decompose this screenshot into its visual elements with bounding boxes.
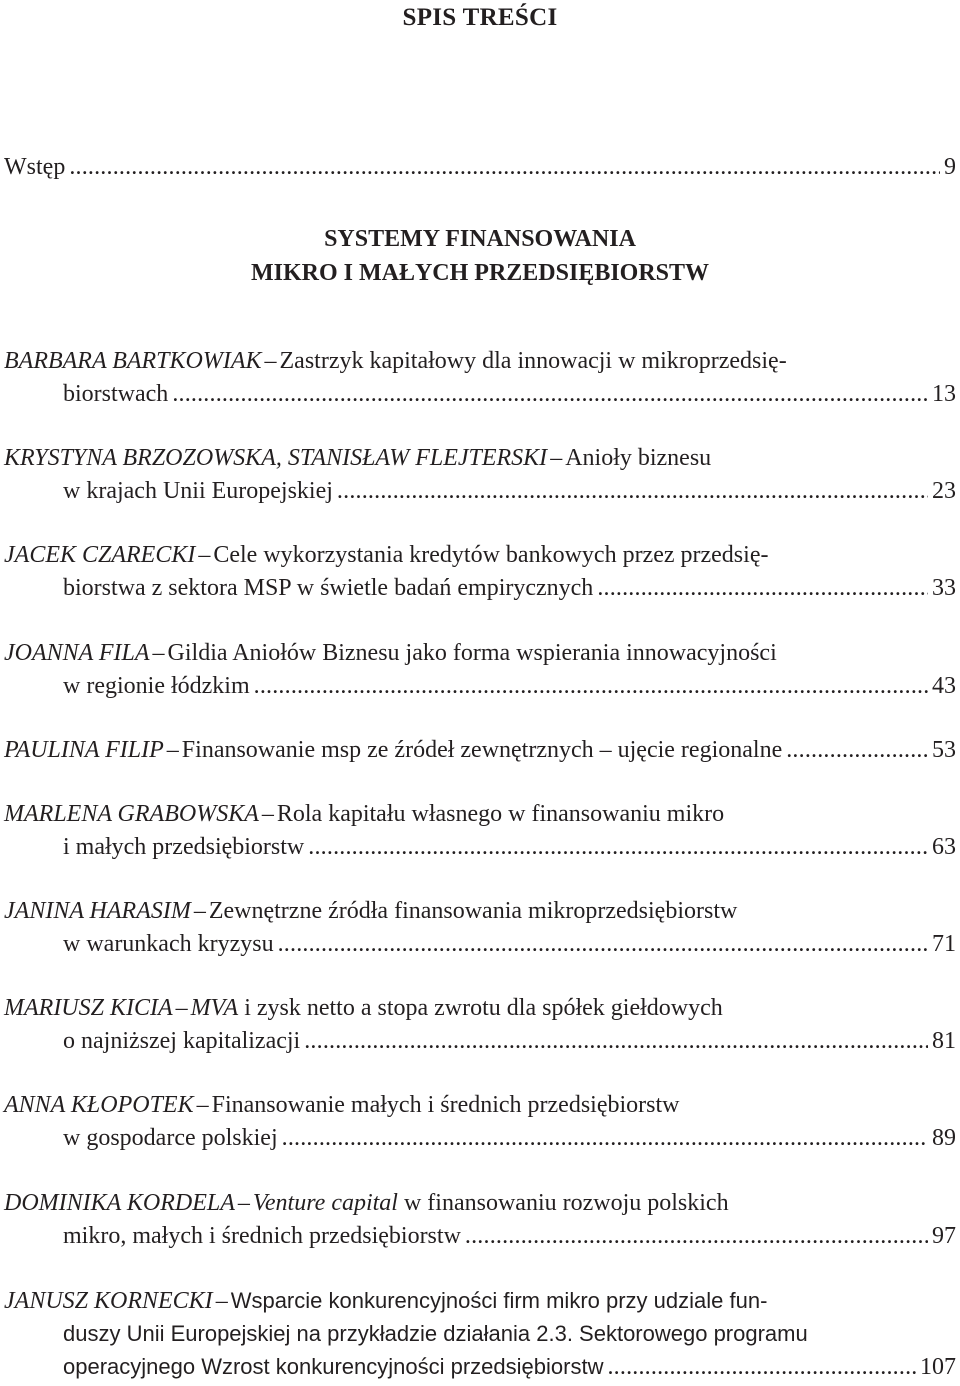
entry-title: i zysk netto a stopa zwrotu dla spółek giełdowych	[244, 995, 723, 1021]
entry-author: MARLENA GRABOWSKA	[4, 801, 259, 827]
section-heading-line2: MIKRO I MAŁYCH PRZEDSIĘBIORSTW	[250, 260, 710, 286]
entry-author: BARBARA BARTKOWIAK	[4, 348, 262, 374]
toc-entry-line[interactable]: JANINA HARASIM – Zewnętrzne źródła finansowania mikroprzedsiębiorstw	[4, 898, 738, 924]
entry-title: Wstęp	[4, 154, 66, 180]
entry-title: Zastrzyk kapitałowy dla innowacji w mikroprzedsię-	[279, 348, 787, 374]
page-number: 33	[932, 575, 956, 601]
leader-dots	[278, 927, 928, 961]
page-number: 23	[932, 478, 956, 504]
entry-author: ANNA KŁOPOTEK	[4, 1092, 194, 1118]
entry-title-cont: i małych przedsiębiorstw	[63, 834, 305, 860]
entry-author: MARIUSZ KICIA	[4, 995, 173, 1021]
leader-dots	[282, 1121, 928, 1155]
toc-entry-line[interactable]: MARIUSZ KICIA – MVA i zysk netto a stopa zwrotu dla spółek giełdowych	[4, 995, 723, 1021]
toc-entry-line[interactable]: BARBARA BARTKOWIAK – Zastrzyk kapitałowy dla innowacji w mikroprzedsię-	[4, 348, 787, 374]
entry-title: w finansowaniu rozwoju polskich	[403, 1190, 729, 1216]
entry-author: PAULINA FILIP	[4, 737, 164, 763]
entry-title: Anioły biznesu	[565, 445, 712, 471]
toc-entry-line[interactable]	[63, 1121, 956, 1155]
page-number: 63	[932, 834, 956, 860]
leader-dots	[69, 150, 940, 184]
entry-author: JANUSZ KORNECKI	[4, 1288, 213, 1314]
page-number: 53	[932, 737, 956, 763]
leader-dots	[304, 1024, 928, 1058]
entry-title-cont: w krajach Unii Europejskiej	[63, 478, 333, 504]
leader-dots	[254, 669, 928, 703]
toc-entry-line[interactable]	[63, 669, 956, 703]
toc-entry-line[interactable]	[63, 830, 956, 864]
toc-entry-line[interactable]: KRYSTYNA BRZOZOWSKA, STANISŁAW FLEJTERSKI – Anioły biznesu	[4, 445, 712, 471]
toc-entry-line[interactable]	[63, 1317, 956, 1351]
page-number: 107	[920, 1354, 956, 1380]
toc-entry-line[interactable]: JOANNA FILA – Gildia Aniołów Biznesu jako forma wspierania innowacyjności	[4, 640, 777, 666]
toc-entry-line[interactable]: PAULINA FILIP – Finansowanie msp ze źródeł zewnętrznych – ujęcie regionalne ..... 53	[4, 733, 956, 767]
entry-title-cont: w regionie łódzkim	[63, 673, 250, 699]
toc-entry-line[interactable]	[63, 1219, 956, 1253]
page-number: 9	[944, 154, 956, 180]
entry-title-italic: MVA	[190, 995, 239, 1021]
entry-author: KRYSTYNA BRZOZOWSKA, STANISŁAW FLEJTERSKI	[4, 445, 548, 471]
leader-dots	[337, 474, 928, 508]
page-number: 89	[932, 1125, 956, 1151]
page-title: SPIS TREŚCI	[402, 4, 558, 31]
entry-author: JOANNA FILA	[4, 640, 150, 666]
page-number: 71	[932, 931, 956, 957]
toc-entry-line[interactable]: JACEK CZARECKI – Cele wykorzystania kredytów bankowych przez przedsię-	[4, 542, 769, 568]
entry-title-cont: biorstwach	[63, 381, 169, 407]
leader-dots	[465, 1219, 928, 1253]
entry-title: Wsparcie konkurencyjności firm mikro przy udziale fun-	[230, 1288, 768, 1313]
toc-entry-intro[interactable]	[4, 150, 956, 184]
entry-title: Gildia Aniołów Biznesu jako forma wspierania innowacyjności	[167, 640, 777, 666]
entry-title: Finansowanie msp ze źródeł zewnętrznych – ujęcie regionalne	[181, 737, 783, 763]
entry-title-cont: biorstwa z sektora MSP w świetle badań empirycznych	[63, 575, 594, 601]
entry-title-cont: w warunkach kryzysu	[63, 931, 274, 957]
toc-entry-line[interactable]	[63, 1350, 956, 1384]
leader-dots	[607, 1350, 916, 1384]
leader-dots	[597, 571, 928, 605]
page-number: 97	[932, 1223, 956, 1249]
toc-entry-line[interactable]: DOMINIKA KORDELA – Venture capital w finansowaniu rozwoju polskich	[4, 1190, 729, 1216]
entry-author: DOMINIKA KORDELA	[4, 1190, 235, 1216]
page-number: 81	[932, 1028, 956, 1054]
toc-entry-line[interactable]: MARLENA GRABOWSKA – Rola kapitału własnego w finansowaniu mikro	[4, 801, 725, 827]
entry-author: JANINA HARASIM	[4, 898, 191, 924]
toc-entry-line[interactable]: JANUSZ KORNECKI – Wsparcie konkurencyjności firm mikro przy udziale fun-	[4, 1288, 768, 1314]
toc-entry-line[interactable]	[63, 1024, 956, 1058]
entry-title: Zewnętrzne źródła finansowania mikroprzedsiębiorstw	[208, 898, 738, 924]
toc-entry-line[interactable]	[63, 571, 956, 605]
page-number: 43	[932, 673, 956, 699]
toc-entry-line[interactable]	[63, 474, 956, 508]
entry-title-cont: operacyjnego Wzrost konkurencyjności przedsiębiorstw	[63, 1354, 604, 1379]
leader-dots	[172, 377, 928, 411]
leader-dots	[786, 733, 928, 767]
leader-dots	[308, 830, 928, 864]
entry-title: Finansowanie małych i średnich przedsiębiorstw	[211, 1092, 680, 1118]
entry-title: Cele wykorzystania kredytów bankowych przez przedsię-	[213, 542, 769, 568]
toc-entry-line[interactable]	[63, 377, 956, 411]
page-number: 13	[932, 381, 956, 407]
entry-author: JACEK CZARECKI	[4, 542, 196, 568]
toc-entry-line[interactable]	[63, 927, 956, 961]
section-heading-line1: SYSTEMY FINANSOWANIA	[324, 226, 636, 252]
entry-title: Rola kapitału własnego w finansowaniu mikro	[276, 801, 725, 827]
toc-entry-line[interactable]: ANNA KŁOPOTEK – Finansowanie małych i średnich przedsiębiorstw	[4, 1092, 680, 1118]
entry-title-cont: duszy Unii Europejskiej na przykładzie działania 2.3. Sektorowego programu	[63, 1321, 808, 1346]
entry-title-italic: Venture capital	[252, 1190, 398, 1216]
entry-title-cont: mikro, małych i średnich przedsiębiorstw	[63, 1223, 461, 1249]
entry-title-cont: o najniższej kapitalizacji	[63, 1028, 301, 1054]
entry-title-cont: w gospodarce polskiej	[63, 1125, 278, 1151]
